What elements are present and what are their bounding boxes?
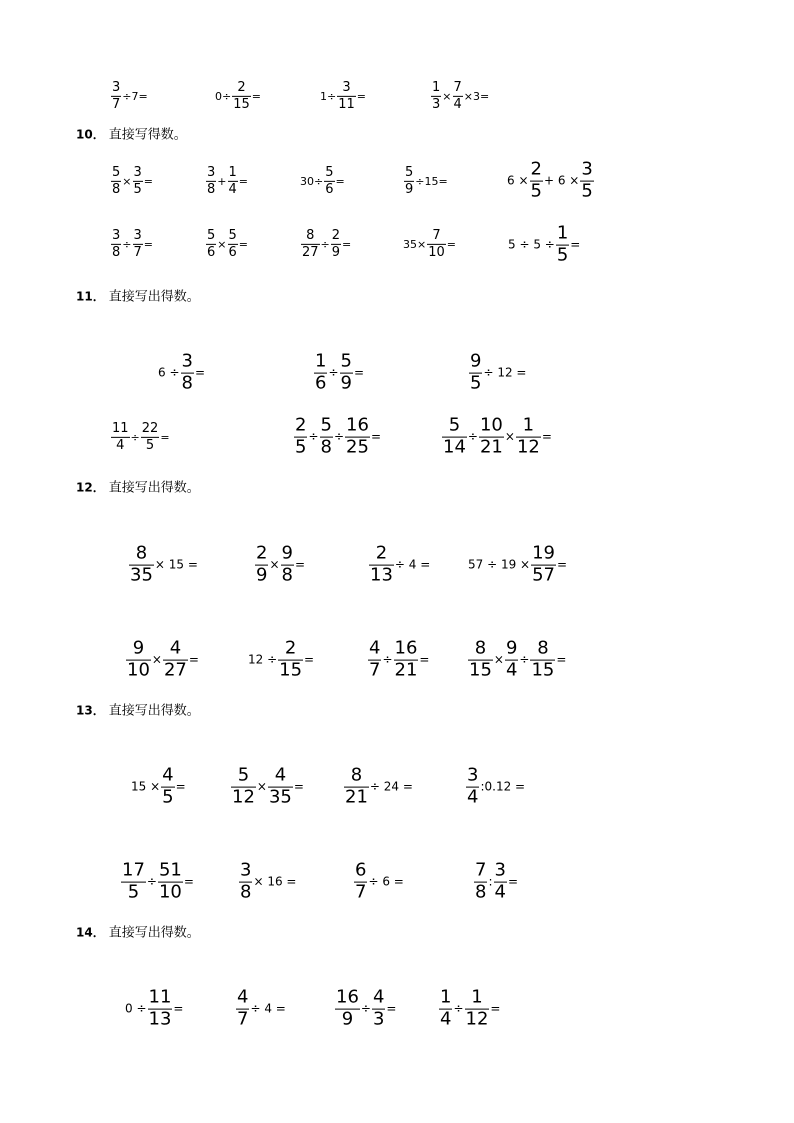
fraction: $\frac{2}{5}$ bbox=[530, 158, 542, 202]
fraction: $\frac{3}{8}$ bbox=[112, 227, 121, 260]
operator-text: + 6 × bbox=[543, 174, 580, 188]
operator-text: ÷ bbox=[382, 653, 393, 667]
operator-text: ÷ bbox=[360, 1002, 371, 1016]
q11-expr-1 bbox=[158, 350, 206, 394]
operator-text: ÷ bbox=[519, 653, 530, 667]
q12-expr-8 bbox=[467, 637, 567, 681]
equals-text: = bbox=[342, 237, 352, 251]
equals-text: = bbox=[353, 366, 365, 380]
suffix-text: ÷ 4 = bbox=[250, 1002, 286, 1016]
fraction: $\frac{1}{6}$ bbox=[315, 350, 327, 394]
suffix-text: × 15 = bbox=[154, 558, 198, 572]
question-number: 10． bbox=[76, 127, 105, 142]
equals-text: = bbox=[541, 430, 552, 444]
question-10-heading bbox=[76, 124, 187, 143]
equals-text: = bbox=[335, 174, 345, 188]
equals-text: = bbox=[188, 653, 199, 667]
q10-expr-3 bbox=[300, 166, 345, 196]
top-expr-1 bbox=[110, 81, 148, 111]
fraction: $\frac{11}{4}$ bbox=[112, 420, 129, 453]
fraction: $\frac{8}{15}$ bbox=[469, 637, 492, 681]
fraction: $\frac{8}{27}$ bbox=[302, 227, 319, 260]
operator-text: ×3= bbox=[463, 89, 490, 103]
fraction: $\frac{2}{15}$ bbox=[279, 637, 303, 681]
q11-expr-2 bbox=[313, 350, 365, 394]
suffix-text: ÷ 24 = bbox=[369, 780, 413, 794]
operator-text: × bbox=[122, 174, 132, 188]
equals-text: = bbox=[143, 174, 153, 188]
q14-expr-4 bbox=[438, 986, 501, 1030]
fraction: $\frac{4}{3}$ bbox=[372, 986, 385, 1030]
fraction: $\frac{4}{35}$ bbox=[268, 764, 292, 808]
operator-text: ÷ bbox=[333, 430, 345, 444]
equals-text: = bbox=[557, 558, 568, 572]
operator-text: ÷ bbox=[308, 430, 319, 444]
equals-text: = bbox=[175, 780, 186, 794]
q12-expr-2 bbox=[254, 542, 306, 586]
fraction: $\frac{3}{5}$ bbox=[581, 158, 593, 202]
fraction: $\frac{9}{4}$ bbox=[505, 637, 518, 681]
fraction: $\frac{2}{15}$ bbox=[233, 79, 250, 112]
fraction: $\frac{7}{10}$ bbox=[428, 227, 445, 260]
question-title: 直接写出得数。 bbox=[108, 480, 200, 496]
q12-expr-1 bbox=[128, 542, 198, 586]
fraction: $\frac{8}{35}$ bbox=[130, 542, 153, 586]
operator-text: ÷ bbox=[146, 875, 157, 889]
q10-expr-7 bbox=[205, 229, 248, 259]
fraction: $\frac{1}{12}$ bbox=[516, 414, 540, 458]
question-number: 11． bbox=[76, 289, 105, 304]
equals-text: = bbox=[238, 174, 248, 188]
top-expr-2 bbox=[215, 81, 261, 111]
fraction: $\frac{5}{8}$ bbox=[112, 164, 121, 197]
fraction: $\frac{3}{5}$ bbox=[133, 164, 142, 197]
equals-text: = bbox=[194, 366, 206, 380]
fraction: $\frac{5}{9}$ bbox=[340, 350, 352, 394]
prefix-text: 6 ÷ bbox=[158, 366, 180, 380]
q12-expr-5 bbox=[125, 637, 199, 681]
q12-expr-6 bbox=[248, 637, 315, 681]
fraction: $\frac{4}{7}$ bbox=[237, 986, 249, 1030]
q10-expr-4 bbox=[403, 166, 448, 196]
q13-expr-4 bbox=[465, 764, 526, 808]
equals-text: = bbox=[570, 238, 581, 252]
q13-expr-3 bbox=[343, 764, 413, 808]
operator-text: × bbox=[504, 430, 515, 444]
prefix-text: 5 ÷ 5 ÷ bbox=[508, 238, 555, 252]
equals-text: = bbox=[173, 1002, 184, 1016]
fraction: $\frac{3}{4}$ bbox=[467, 764, 479, 808]
suffix-text: ÷ 12 = bbox=[483, 366, 527, 380]
fraction: $\frac{3}{8}$ bbox=[181, 350, 193, 394]
operator-text: × bbox=[256, 780, 267, 794]
fraction: $\frac{16}{9}$ bbox=[336, 986, 359, 1030]
equals-text: = bbox=[293, 780, 304, 794]
question-title: 直接写得数。 bbox=[108, 127, 187, 143]
equals-text: = bbox=[356, 89, 366, 103]
fraction: $\frac{7}{8}$ bbox=[475, 859, 487, 903]
prefix-text: 0÷ bbox=[215, 89, 232, 103]
fraction: $\frac{1}{3}$ bbox=[432, 79, 441, 112]
q10-expr-8 bbox=[300, 229, 351, 259]
question-13-heading bbox=[76, 700, 200, 719]
equals-text: = bbox=[183, 875, 194, 889]
equals-text: = bbox=[490, 1002, 501, 1016]
equals-text: = bbox=[304, 653, 315, 667]
equals-text: = bbox=[294, 558, 306, 572]
operator-text: × bbox=[151, 653, 162, 667]
question-number: 12． bbox=[76, 480, 105, 495]
fraction: $\frac{1}{5}$ bbox=[556, 222, 569, 266]
fraction: $\frac{5}{6}$ bbox=[207, 227, 216, 260]
q10-expr-9 bbox=[403, 229, 456, 259]
q10-expr-6 bbox=[110, 229, 153, 259]
q13-expr-6 bbox=[238, 859, 297, 903]
fraction: $\frac{1}{4}$ bbox=[440, 986, 452, 1030]
q10-expr-1 bbox=[110, 166, 153, 196]
q14-expr-3 bbox=[334, 986, 397, 1030]
fraction: $\frac{3}{8}$ bbox=[240, 859, 252, 903]
q11-expr-3 bbox=[468, 350, 527, 394]
equals-text: = bbox=[251, 89, 261, 103]
fraction: $\frac{4}{27}$ bbox=[163, 637, 187, 681]
fraction: $\frac{7}{4}$ bbox=[453, 79, 462, 112]
fraction: $\frac{17}{5}$ bbox=[122, 859, 145, 903]
q13-expr-8 bbox=[473, 859, 519, 903]
equals-text: = bbox=[446, 237, 456, 251]
prefix-text: 35× bbox=[403, 237, 427, 251]
fraction: $\frac{6}{7}$ bbox=[355, 859, 367, 903]
fraction: $\frac{2}{5}$ bbox=[295, 414, 307, 458]
suffix-text: × 16 = bbox=[253, 875, 297, 889]
fraction: $\frac{4}{7}$ bbox=[369, 637, 381, 681]
operator-text: + bbox=[217, 174, 227, 188]
question-title: 直接写出得数。 bbox=[108, 289, 200, 305]
fraction: $\frac{8}{21}$ bbox=[345, 764, 368, 808]
question-title: 直接写出得数。 bbox=[108, 925, 200, 941]
fraction: $\frac{1}{12}$ bbox=[465, 986, 489, 1030]
fraction: $\frac{51}{10}$ bbox=[158, 859, 182, 903]
fraction: $\frac{2}{9}$ bbox=[331, 227, 341, 260]
equals-text: = bbox=[370, 430, 381, 444]
q10-expr-2 bbox=[205, 166, 248, 196]
q12-expr-4 bbox=[468, 542, 568, 586]
operator-text: × bbox=[493, 653, 504, 667]
equals-text: = bbox=[238, 237, 248, 251]
q10-expr-5 bbox=[507, 158, 595, 202]
q13-expr-1 bbox=[131, 764, 186, 808]
q14-expr-2 bbox=[235, 986, 286, 1030]
fraction: $\frac{5}{9}$ bbox=[405, 164, 414, 197]
q12-expr-3 bbox=[368, 542, 431, 586]
q10-expr-10 bbox=[508, 222, 581, 266]
q13-expr-2 bbox=[230, 764, 304, 808]
operator-text: ÷ bbox=[328, 366, 339, 380]
fraction: $\frac{9}{10}$ bbox=[127, 637, 150, 681]
question-12-heading bbox=[76, 477, 200, 496]
question-number: 14． bbox=[76, 925, 105, 940]
q11-expr-5 bbox=[293, 414, 381, 458]
fraction: $\frac{2}{13}$ bbox=[370, 542, 393, 586]
fraction: $\frac{5}{6}$ bbox=[228, 227, 237, 260]
question-title: 直接写出得数。 bbox=[108, 703, 200, 719]
fraction: $\frac{3}{4}$ bbox=[494, 859, 506, 903]
prefix-text: 1÷ bbox=[320, 89, 337, 103]
operator-text: × bbox=[269, 558, 280, 572]
operator-text: ÷ bbox=[467, 430, 478, 444]
fraction: $\frac{3}{7}$ bbox=[133, 227, 142, 260]
equals-text: = bbox=[507, 875, 519, 889]
equals-text: = bbox=[160, 430, 170, 444]
equals-text: = bbox=[556, 653, 567, 667]
q11-expr-4 bbox=[110, 422, 170, 452]
suffix-text: ÷15= bbox=[415, 174, 448, 188]
operator-text: × bbox=[217, 237, 227, 251]
prefix-text: 0 ÷ bbox=[125, 1002, 147, 1016]
fraction: $\frac{3}{7}$ bbox=[112, 79, 121, 112]
question-number: 13． bbox=[76, 703, 105, 718]
fraction: $\frac{3}{11}$ bbox=[338, 79, 355, 112]
suffix-text: :0.12 = bbox=[480, 780, 526, 794]
q14-expr-1 bbox=[125, 986, 184, 1030]
fraction: $\frac{3}{8}$ bbox=[207, 164, 216, 197]
fraction: $\frac{5}{12}$ bbox=[232, 764, 255, 808]
q12-expr-7 bbox=[367, 637, 430, 681]
operator-text: × bbox=[442, 89, 452, 103]
equals-text: = bbox=[419, 653, 430, 667]
suffix-text: ÷ 6 = bbox=[368, 875, 404, 889]
fraction: $\frac{22}{5}$ bbox=[141, 420, 159, 453]
fraction: $\frac{9}{8}$ bbox=[281, 542, 293, 586]
top-expr-4 bbox=[430, 81, 489, 111]
q13-expr-7 bbox=[353, 859, 404, 903]
equals-text: = bbox=[143, 237, 153, 251]
question-11-heading bbox=[76, 286, 200, 305]
fraction: $\frac{2}{9}$ bbox=[256, 542, 268, 586]
q11-expr-6 bbox=[441, 414, 552, 458]
fraction: $\frac{19}{57}$ bbox=[532, 542, 555, 586]
suffix-text: ÷ 4 = bbox=[394, 558, 431, 572]
top-expr-3 bbox=[320, 81, 366, 111]
prefix-text: 15 × bbox=[131, 780, 161, 794]
fraction: $\frac{16}{25}$ bbox=[346, 414, 369, 458]
fraction: $\frac{8}{15}$ bbox=[531, 637, 555, 681]
prefix-text: 30÷ bbox=[300, 174, 324, 188]
prefix-text: 57 ÷ 19 × bbox=[468, 558, 531, 572]
operator-text: ÷ bbox=[130, 430, 140, 444]
fraction: $\frac{1}{4}$ bbox=[228, 164, 237, 197]
prefix-text: 6 × bbox=[507, 174, 529, 188]
operator-text: : bbox=[488, 875, 493, 889]
fraction: $\frac{11}{13}$ bbox=[148, 986, 172, 1030]
operator-text: ÷ bbox=[320, 237, 330, 251]
fraction: $\frac{4}{5}$ bbox=[162, 764, 174, 808]
fraction: $\frac{16}{21}$ bbox=[394, 637, 418, 681]
fraction: $\frac{10}{21}$ bbox=[479, 414, 503, 458]
operator-text: ÷ bbox=[453, 1002, 464, 1016]
fraction: $\frac{5}{14}$ bbox=[443, 414, 466, 458]
fraction: $\frac{9}{5}$ bbox=[470, 350, 482, 394]
q13-expr-5 bbox=[120, 859, 194, 903]
operator-text: ÷7= bbox=[122, 89, 148, 103]
question-14-heading bbox=[76, 922, 200, 941]
equals-text: = bbox=[386, 1002, 397, 1016]
prefix-text: 12 ÷ bbox=[248, 653, 278, 667]
fraction: $\frac{5}{8}$ bbox=[320, 414, 332, 458]
fraction: $\frac{5}{6}$ bbox=[325, 164, 334, 197]
operator-text: ÷ bbox=[122, 237, 132, 251]
